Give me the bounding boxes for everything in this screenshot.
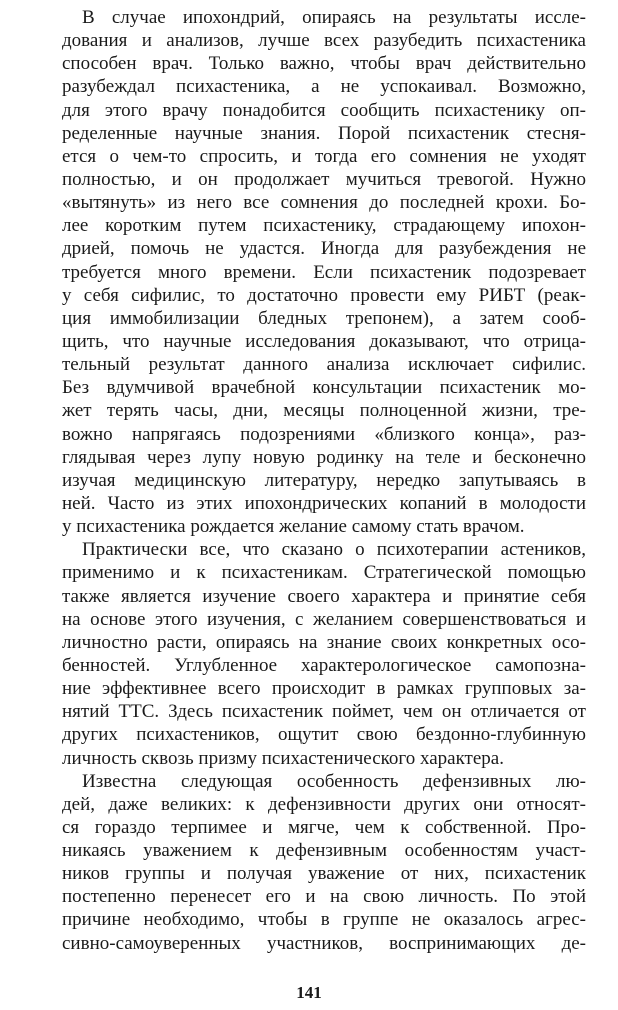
text-line: также является изучение своего характера и принятие себя xyxy=(62,585,586,607)
text-line: никаясь уважением к дефензивным особенностям участ- xyxy=(62,840,586,862)
text-line: личность сквозь призму психастенического характера. xyxy=(62,747,504,769)
text-line: для этого врачу понадобится сообщить психастенику оп- xyxy=(62,99,586,121)
text-line: жет терять часы, дни, месяцы полноценной жизни, тре- xyxy=(62,400,586,422)
text-line: ние эффективнее всего происходит в рамках групповых за- xyxy=(62,678,586,700)
text-line: ников группы и получая уважение от них, психастеник xyxy=(62,863,586,885)
text-line: дования и анализов, лучше всех разубедить психастеника xyxy=(62,30,586,52)
text-line: ется о чем-то спросить, и тогда его сомнения не уходят xyxy=(62,145,586,167)
text-line: постепенно перенесет его и на свою личность. По этой xyxy=(62,886,586,908)
text-line: у психастеника рождается желание самому стать врачом. xyxy=(62,516,525,538)
paragraph xyxy=(62,538,586,769)
paragraph xyxy=(62,770,586,955)
page-number: 141 xyxy=(296,983,322,1002)
text-line: способен врач. Только важно, чтобы врач действительно xyxy=(62,53,586,75)
text-line: нятий ТТС. Здесь психастеник поймет, чем он отличается от xyxy=(62,701,586,723)
paragraph xyxy=(62,6,586,538)
text-line: личностно расти, опираясь на знание своих конкретных осо- xyxy=(62,631,586,653)
text-line: полностью, и он продолжает мучиться тревогой. Нужно xyxy=(62,168,586,190)
text-line: Без вдумчивой врачебной консультации психастеник мо- xyxy=(62,377,586,399)
text-line: щить, что научные исследования доказывают, что отрица- xyxy=(62,330,586,352)
text-line: глядывая через лупу новую родинку на теле и бесконечно xyxy=(62,446,586,468)
text-line: лее коротким путем психастенику, страдающему ипохон- xyxy=(62,215,586,237)
text-line: ределенные научные знания. Порой психастеник стесня- xyxy=(62,122,586,144)
text-line: дей, даже великих: к дефензивности других они относят- xyxy=(62,793,586,815)
text-line: у себя сифилис, то достаточно провести ему РИБТ (реак- xyxy=(62,284,586,306)
text-line: Практически все, что сказано о психотерапии астеников, xyxy=(82,539,586,561)
text-line: на основе этого изучения, с желанием совершенствоваться и xyxy=(62,608,586,630)
text-line: разубеждал психастеника, а не успокаивал. Возможно, xyxy=(62,76,586,98)
text-line: изучая медицинскую литературу, нередко запутываясь в xyxy=(62,469,586,491)
text-line: вожно напрягаясь подозрениями «близкого конца», раз- xyxy=(62,423,586,445)
text-line: сивно-самоуверенных участников, воспринимающих де- xyxy=(62,932,586,954)
text-line: требуется много времени. Если психастеник подозревает xyxy=(62,261,586,283)
body-text xyxy=(62,6,586,955)
text-line: причине необходимо, чтобы в группе не оказалось агрес- xyxy=(62,909,586,931)
text-line: ся гораздо терпимее и мягче, чем к собственной. Про- xyxy=(62,816,586,838)
text-line: других психастеников, ощутит свою бездонно-глубинную xyxy=(62,724,586,746)
text-line: применимо и к психастеникам. Стратегической помощью xyxy=(62,562,586,584)
text-line: ней. Часто из этих ипохондрических копаний в молодости xyxy=(62,492,586,514)
text-line: ция иммобилизации бледных трепонем), а затем сооб- xyxy=(62,307,586,329)
text-line: «вытянуть» из него все сомнения до последней крохи. Бо- xyxy=(62,192,586,214)
text-line: дрией, помочь не удастся. Иногда для разубеждения не xyxy=(62,238,586,260)
text-line: В случае ипохондрий, опираясь на результаты иссле- xyxy=(82,7,586,28)
text-line: тельный результат данного анализа исключает сифилис. xyxy=(62,354,586,376)
text-line: бенностей. Углубленное характерологическое самопозна- xyxy=(62,654,586,676)
text-line: Известна следующая особенность дефензивных лю- xyxy=(82,770,586,792)
